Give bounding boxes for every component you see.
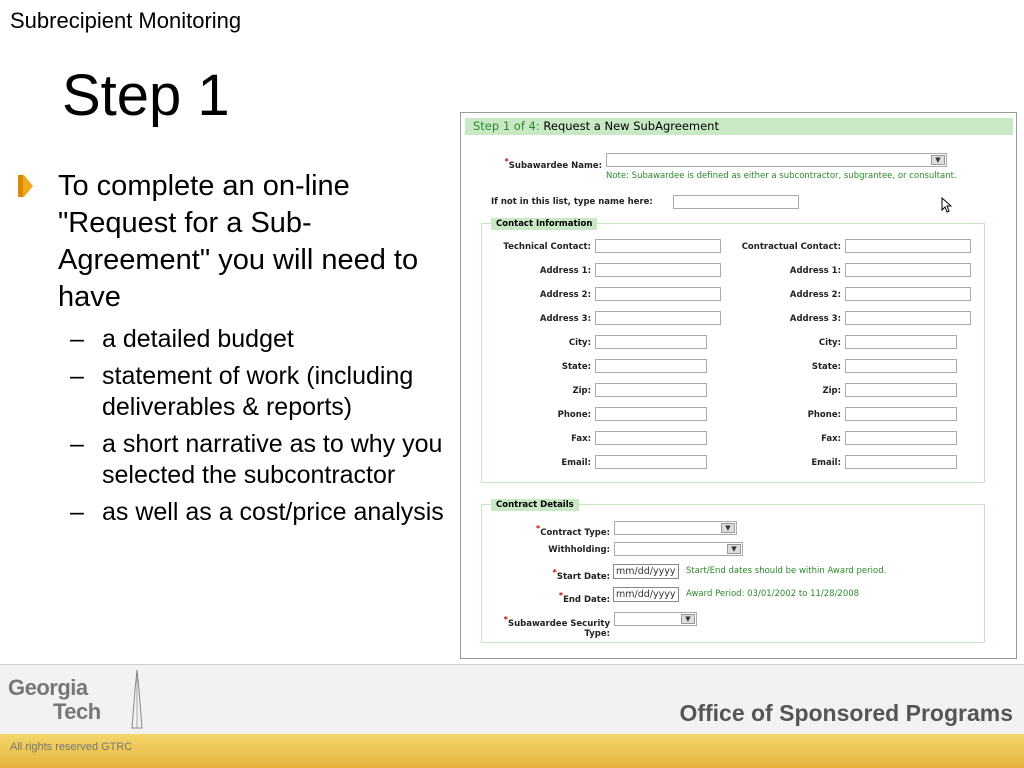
subawardee-name-select[interactable]: [606, 153, 947, 167]
dash-icon: –: [70, 498, 84, 526]
dash-icon: –: [70, 325, 84, 353]
contract-address2-label: Address 2:: [789, 290, 841, 300]
sub-bullet-item: [18, 324, 450, 355]
tech-address2-label: Address 2:: [539, 290, 591, 300]
form-step-title: Request a New SubAgreement: [539, 119, 719, 133]
contractual-contact-label: Contractual Contact:: [741, 242, 841, 252]
technical-contact-input[interactable]: [595, 239, 721, 253]
contract-type-select[interactable]: [614, 521, 737, 535]
contract-zip-label: Zip:: [822, 386, 841, 396]
technical-contact-label: Technical Contact:: [503, 242, 591, 252]
end-date-note: Award Period: 03/01/2002 to 11/28/2008: [686, 589, 860, 599]
tech-zip-label: Zip:: [572, 386, 591, 396]
start-date-input[interactable]: mm/dd/yyyy: [613, 564, 679, 579]
withholding-label: Withholding:: [548, 545, 610, 555]
contract-address3-input[interactable]: [845, 311, 971, 325]
security-type-label-line2: Type:: [584, 628, 610, 639]
contract-email-label: Email:: [811, 458, 841, 468]
not-in-list-label: If not in this list, type name here:: [491, 197, 653, 207]
bullet-main-text: To complete an on-line "Request for a Sub-Agreement" you will need to have: [58, 170, 419, 313]
tech-zip-input[interactable]: [595, 383, 707, 397]
tech-city-input[interactable]: [595, 335, 707, 349]
start-date-note: Start/End dates should be within Award period.: [686, 566, 887, 576]
required-marker: *: [558, 591, 564, 600]
contract-phone-label: Phone:: [807, 410, 841, 420]
contract-details-legend: Contract Details: [491, 499, 579, 511]
arrow-bullet-icon: [18, 175, 33, 197]
end-date-label: [501, 591, 610, 605]
subawardee-name-label: [497, 157, 602, 171]
tech-address1-label: Address 1:: [539, 266, 591, 276]
required-marker: *: [503, 615, 508, 624]
subawardee-name-input[interactable]: [673, 195, 799, 209]
contract-phone-input[interactable]: [845, 407, 957, 421]
dash-icon: –: [70, 362, 84, 390]
tech-address3-label: Address 3:: [539, 314, 591, 324]
tech-address1-input[interactable]: [595, 263, 721, 277]
contract-address3-label: Address 3:: [789, 314, 841, 324]
required-marker: *: [552, 568, 557, 577]
tech-phone-input[interactable]: [595, 407, 707, 421]
chevron-down-icon: ▼: [931, 155, 945, 165]
tech-email-input[interactable]: [595, 455, 707, 469]
tech-email-label: Email:: [561, 458, 591, 468]
tech-state-input[interactable]: [595, 359, 707, 373]
contract-address1-label: Address 1:: [789, 266, 841, 276]
sub-bullet-text: a detailed budget: [102, 325, 294, 353]
bullet-list: [18, 168, 450, 534]
contract-zip-input[interactable]: [845, 383, 957, 397]
contract-address1-input[interactable]: [845, 263, 971, 277]
footer-gold-bar: [0, 734, 1024, 768]
contract-type-label: [501, 524, 610, 538]
tech-fax-input[interactable]: [595, 431, 707, 445]
chevron-down-icon: ▼: [721, 523, 735, 533]
contract-state-label: State:: [811, 362, 841, 372]
tech-address2-input[interactable]: [595, 287, 721, 301]
sub-bullet-text: as well as a cost/price analysis: [102, 498, 444, 526]
slide-title: Step 1: [62, 63, 230, 128]
contractual-contact-input[interactable]: [845, 239, 971, 253]
chevron-down-icon: ▼: [681, 614, 695, 624]
contact-information-legend: Contact Information: [491, 218, 597, 230]
tech-address3-input[interactable]: [595, 311, 721, 325]
tech-fax-label: Fax:: [571, 434, 591, 444]
form-step-header: [465, 118, 1013, 135]
tower-icon: [128, 670, 146, 732]
form-screenshot-panel: [460, 112, 1017, 659]
office-title: Office of Sponsored Programs: [679, 700, 1013, 726]
sub-bullet-text: a short narrative as to why you selected the subcontractor: [102, 430, 443, 489]
form-step-label: Step 1 of 4:: [473, 119, 540, 133]
tech-state-label: State:: [561, 362, 591, 372]
contract-fax-input[interactable]: [845, 431, 957, 445]
end-date-input[interactable]: mm/dd/yyyy: [613, 587, 679, 602]
bullet-main: [18, 168, 450, 316]
mouse-cursor-icon: [941, 197, 952, 213]
logo-text-georgia: Georgia: [8, 675, 88, 700]
start-date-label: [501, 568, 610, 582]
dash-icon: –: [70, 430, 84, 458]
end-date-label-text: End Date:: [563, 594, 610, 605]
contract-type-label-text: Contract Type:: [540, 527, 610, 538]
contract-fax-label: Fax:: [821, 434, 841, 444]
contract-state-input[interactable]: [845, 359, 957, 373]
contract-city-input[interactable]: [845, 335, 957, 349]
contract-city-label: City:: [818, 338, 841, 348]
security-type-label-line1: Subawardee Security: [507, 618, 610, 629]
contract-email-input[interactable]: [845, 455, 957, 469]
subawardee-name-label-text: Subawardee Name:: [508, 160, 602, 171]
withholding-select[interactable]: [614, 542, 743, 556]
tech-city-label: City:: [568, 338, 591, 348]
sub-bullet-item: [18, 361, 450, 423]
slide-section-header: Subrecipient Monitoring: [10, 8, 242, 33]
subawardee-note: Note: Subawardee is defined as either a subcontractor, subgrantee, or consultant.: [606, 171, 957, 181]
required-marker: *: [504, 157, 509, 166]
chevron-down-icon: ▼: [727, 544, 741, 554]
georgia-tech-logo: [8, 676, 101, 724]
logo-text-tech: Tech: [53, 699, 101, 724]
sub-bullet-text: statement of work (including deliverables & reports): [102, 362, 414, 421]
sub-bullet-list: [18, 324, 450, 528]
security-type-select[interactable]: [614, 612, 697, 626]
required-marker: *: [536, 524, 541, 533]
rights-notice: All rights reserved GTRC: [10, 741, 133, 753]
sub-bullet-item: [18, 497, 450, 528]
tech-phone-label: Phone:: [557, 410, 591, 420]
start-date-label-text: Start Date:: [556, 571, 610, 582]
sub-bullet-item: [18, 429, 450, 491]
contract-address2-input[interactable]: [845, 287, 971, 301]
security-type-label: [481, 615, 610, 639]
